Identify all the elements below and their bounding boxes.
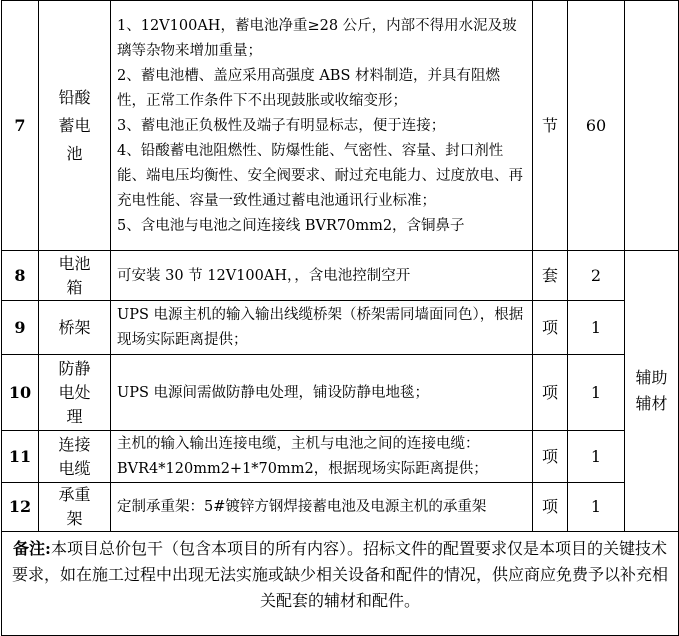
spec-line: 5、含电池与电池之间连接线 BVR70mm2，含铜鼻子: [117, 217, 465, 234]
note-cell: [2, 532, 679, 636]
note-row: [2, 532, 679, 636]
item-unit: 项: [533, 355, 568, 431]
item-description: [111, 431, 533, 483]
spec-line: 2、蓄电池槽、盖应采用高强度 ABS 材料制造，并具有阻燃性，正常工作条件下不出现鼓胀或收缩变形；: [117, 67, 501, 109]
spec-line: 主机的输入输出连接电缆，主机与电池之间的连接电缆：BVR4*120mm2+1*70mm2，根据现场实际距离提供；: [117, 436, 488, 477]
item-description: [111, 251, 533, 301]
spec-line: 1、12V100AH，蓄电池净重≥28 公斤，内部不得用水泥及玻璃等杂物来增加重量；: [117, 17, 517, 59]
item-quantity: 1: [568, 355, 625, 431]
item-unit: 项: [533, 301, 568, 355]
spec-line: 4、铅酸蓄电池阻燃性、防爆性能、气密性、容量、封口剂性能、端电压均衡性、安全阀要求、耐过充电能力、过度放电、再充电性能、容量一致性通过蓄电池通讯行业标准；: [117, 142, 523, 209]
table-row: [2, 355, 679, 431]
item-name: [39, 431, 111, 483]
item-description: [111, 355, 533, 431]
row-number: 11: [2, 431, 39, 483]
item-unit: 套: [533, 251, 568, 301]
item-unit: 节: [533, 1, 568, 251]
item-name: [39, 1, 111, 251]
item-description: [111, 483, 533, 532]
item-quantity: 1: [568, 483, 625, 532]
auxiliary-materials-cell: [625, 251, 679, 532]
note-text: 本项目总价包干（包含本项目的所有内容）。招标文件的配置要求仅是本项目的关键技术要求，如在施工过程中出现无法实施或缺少相关设备和配件的情况，供应商应免费予以补充相关配套的辅材和配件。: [11, 539, 668, 610]
row-number: 8: [2, 251, 39, 301]
table-row: [2, 431, 679, 483]
item-quantity: 1: [568, 301, 625, 355]
item-quantity: 60: [568, 1, 625, 251]
table-row: [2, 1, 679, 251]
item-name: [39, 251, 111, 301]
item-description: [111, 1, 533, 251]
item-quantity: 2: [568, 251, 625, 301]
item-unit: 项: [533, 431, 568, 483]
spec-line: UPS 电源主机的输入输出线缆桥架（桥架需同墙面同色），根据现场实际距离提供；: [117, 307, 524, 348]
equipment-table: [1, 0, 679, 636]
row-number: 7: [2, 1, 39, 251]
item-name: [39, 483, 111, 532]
table-row: [2, 483, 679, 532]
row-number: 9: [2, 301, 39, 355]
item-name-text: 连接电缆: [58, 434, 91, 478]
item-name: 桥架: [39, 301, 111, 355]
item-name-text: 承重架: [58, 485, 91, 528]
spec-line: 可安装 30 节 12V100AH，，含电池控制空开: [117, 267, 411, 284]
item-name-text: 铅酸蓄电池: [58, 87, 91, 163]
row-number: 10: [2, 355, 39, 431]
spec-line: 定制承重架：5#镀锌方钢焊接蓄电池及电源主机的承重架: [117, 499, 487, 515]
item-name-text: 防静电处理: [58, 358, 91, 426]
table-row: [2, 251, 679, 301]
item-name-text: 电池箱: [58, 253, 91, 297]
item-unit: 项: [533, 483, 568, 532]
remark-cell: [625, 1, 679, 251]
spec-line: UPS 电源间需做防静电处理，铺设防静电地毯；: [117, 384, 430, 401]
spec-line: 3、蓄电池正负极性及端子有明显标志，便于连接；: [117, 117, 446, 134]
auxiliary-materials-label: 辅助辅材: [635, 368, 668, 413]
note-label: 备注:: [13, 539, 51, 558]
table-row: [2, 301, 679, 355]
item-description: [111, 301, 533, 355]
item-quantity: 1: [568, 431, 625, 483]
row-number: 12: [2, 483, 39, 532]
item-name: [39, 355, 111, 431]
